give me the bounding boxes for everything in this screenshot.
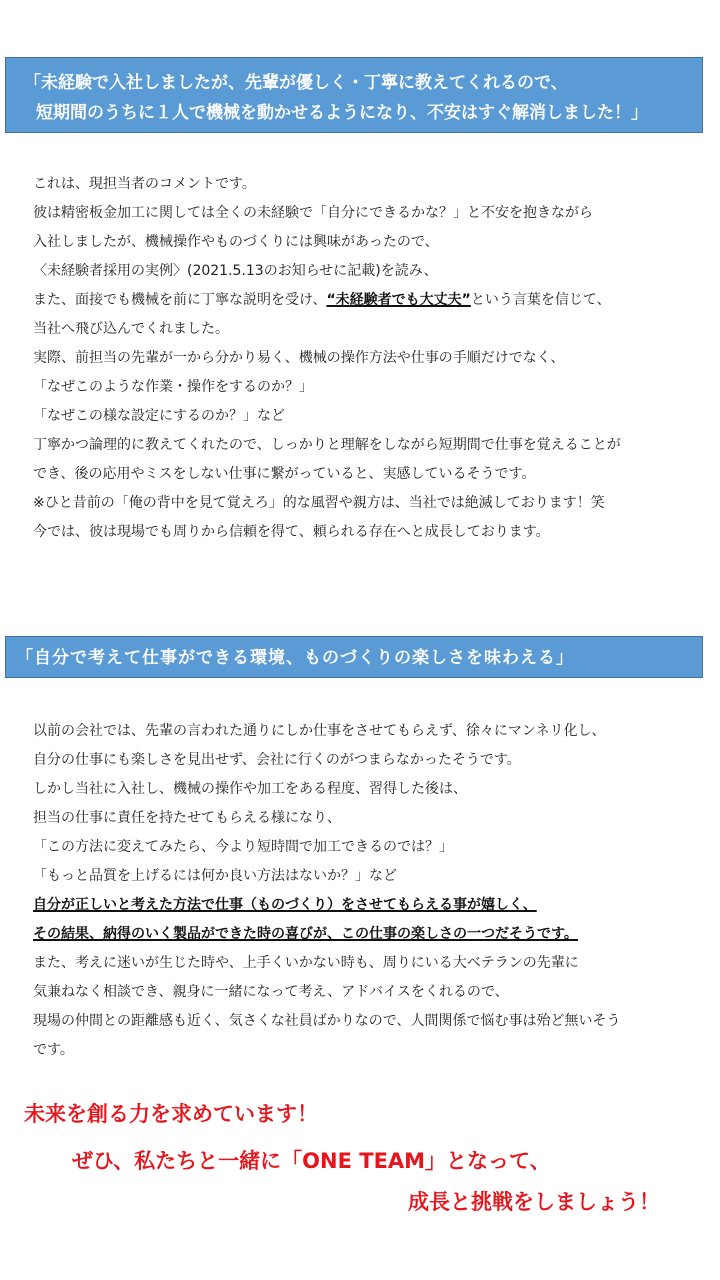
body-line: しかし当社に入社し、機械の操作や加工をある程度、習得した後は、 [33, 781, 467, 797]
body-line: ※ひと昔前の「俺の背中を見て覚えろ」的な風習や親方は、当社では絶滅しております！笑 [33, 495, 605, 511]
section2-banner-text: 「自分で考えて仕事ができる環境、ものづくりの楽しさを味わえる」 [16, 648, 574, 668]
section1-body [33, 170, 713, 547]
highlight-phrase: “未経験者でも大丈夫” [326, 292, 471, 308]
closing-line-3: 成長と挑戦をしましょう！ [408, 1190, 660, 1214]
body-line: また、考えに迷いが生じた時や、上手くいかない時も、周りにいる大ベテランの先輩に [33, 955, 579, 971]
body-text: また、面接でも機械を前に丁寧な説明を受け、 [33, 292, 327, 308]
body-line: 「なぜこのような作業・操作をするのか？」 [33, 379, 313, 395]
body-line: 当社へ飛び込んでくれました。 [33, 321, 229, 337]
highlight-line [33, 920, 713, 949]
section2-body [33, 717, 713, 1065]
body-line: 「もっと品質を上げるには何か良い方法はないか？」など [33, 868, 397, 884]
highlight-line [33, 891, 713, 920]
body-line: でき、後の応用やミスをしない仕事に繋がっていると、実感しているそうです。 [33, 466, 536, 482]
body-line: 彼は精密板金加工に関しては全くの未経験で「自分にできるかな？」と不安を抱きながら [33, 205, 593, 221]
body-line: 気兼ねなく相談でき、親身に一緒になって考え、アドバイスをくれるので、 [33, 984, 509, 1000]
body-line: これは、現担当者のコメントです。 [33, 176, 256, 192]
body-line: 現場の仲間との距離感も近く、気さくな社員ばかりなので、人間関係で悩む事は殆ど無いそう [33, 1013, 621, 1029]
body-line: 「なぜこの様な設定にするのか？」など [33, 408, 285, 424]
section1-banner [5, 57, 703, 133]
body-line: 自分の仕事にも楽しさを見出せず、会社に行くのがつまらなかったそうです。 [33, 752, 521, 768]
body-line: 入社しましたが、機械操作やものづくりには興味があったので、 [33, 234, 439, 250]
body-line [33, 286, 713, 315]
body-line: 今では、彼は現場でも周りから信頼を得て、頼られる存在へと成長しております。 [33, 524, 550, 540]
closing-line-1: 未来を創る力を求めています！ [24, 1102, 318, 1126]
body-line: 以前の会社では、先輩の言われた通りにしか仕事をさせてもらえず、徐々にマンネリ化し、 [33, 723, 606, 739]
body-line: 担当の仕事に責任を持たせてもらえる様になり、 [33, 810, 341, 826]
section1-banner-line2: 短期間のうちに１人で機械を動かせるようになり、不安はすぐ解消しました！」 [36, 103, 648, 123]
section2-banner [5, 636, 703, 678]
body-line: 丁寧かつ論理的に教えてくれたので、しっかりと理解をしながら短期間で仕事を覚えることが [33, 437, 621, 453]
highlight-text: 自分が正しいと考えた方法で仕事（ものづくり）をさせてもらえる事が嬉しく、 [33, 897, 537, 913]
body-line: 「この方法に変えてみたら、今より短時間で加工できるのでは？」 [33, 839, 453, 855]
section1-banner-line1: 「未経験で入社しましたが、先輩が優しく・丁寧に教えてくれるので、 [24, 73, 568, 93]
closing-line-2: ぜひ、私たちと一緒に「ONE TEAM」となって、 [72, 1149, 551, 1173]
body-text: という言葉を信じて、 [470, 292, 611, 308]
highlight-text: その結果、納得のいく製品ができた時の喜びが、この仕事の楽しさの一つだそうです。 [33, 926, 578, 942]
body-line: 〈未経験者採用の実例〉(2021.5.13のお知らせに記載)を読み、 [33, 263, 438, 279]
body-line: です。 [33, 1042, 74, 1058]
body-line: 実際、前担当の先輩が一から分かり易く、機械の操作方法や仕事の手順だけでなく、 [33, 350, 565, 366]
